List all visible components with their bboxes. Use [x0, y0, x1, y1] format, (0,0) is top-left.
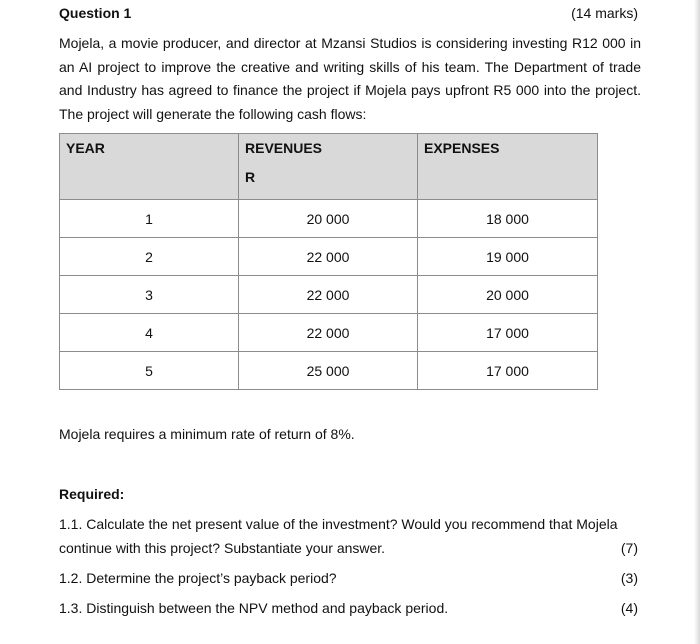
cell-revenue: 22 000 [239, 314, 418, 352]
cell-expense: 20 000 [418, 276, 598, 314]
cell-year: 5 [60, 352, 239, 390]
task-1-1-marks: (7) [620, 540, 638, 556]
cell-expense: 19 000 [418, 238, 598, 276]
cell-revenue: 20 000 [239, 200, 418, 238]
cell-expense: 18 000 [418, 200, 598, 238]
table-row [60, 352, 598, 390]
cash-flow-table [59, 133, 598, 390]
cell-year: 2 [60, 238, 239, 276]
header-year: YEAR [60, 134, 239, 200]
header-revenues-unit: R [245, 169, 256, 185]
cell-year: 4 [60, 314, 239, 352]
cell-year: 1 [60, 200, 239, 238]
cell-revenue: 22 000 [239, 276, 418, 314]
task-1-2: 1.2. Determine the project’s payback period? [59, 570, 337, 586]
task-1-3: 1.3. Distinguish between the NPV method and payback period. [59, 600, 449, 616]
header-expenses: EXPENSES [418, 134, 598, 200]
question-intro: Mojela, a movie producer, and director at Mzansi Studios is considering investing R12 000 in an AI project to improve the creative and writing skills of his team. The Department of trade and Industry has agreed to finance the project if Mojela pays upfront R5 000 into the project. The project will generate the following cash flows: [59, 35, 641, 122]
task-1-1-line1: 1.1. Calculate the net present value of the investment? Would you recommend that Mojela [59, 516, 618, 532]
question-title: Question 1 [59, 5, 132, 21]
required-heading: Required: [59, 486, 125, 502]
cell-expense: 17 000 [418, 314, 598, 352]
required-rate-text: Mojela requires a minimum rate of return of 8%. [59, 426, 355, 442]
table-row [60, 276, 598, 314]
task-1-1-line2: continue with this project? Substantiate your answer. [59, 540, 386, 556]
cell-revenue: 25 000 [239, 352, 418, 390]
table-header-row [60, 134, 598, 200]
task-1-2-marks: (3) [620, 570, 638, 586]
cell-revenue: 22 000 [239, 238, 418, 276]
question-marks: (14 marks) [571, 5, 638, 21]
cell-year: 3 [60, 276, 239, 314]
cell-expense: 17 000 [418, 352, 598, 390]
header-revenues: REVENUES R [239, 134, 418, 200]
table-row [60, 200, 598, 238]
table-row [60, 314, 598, 352]
table-row [60, 238, 598, 276]
page-edge-shadow [694, 0, 700, 644]
task-1-3-marks: (4) [620, 600, 638, 616]
